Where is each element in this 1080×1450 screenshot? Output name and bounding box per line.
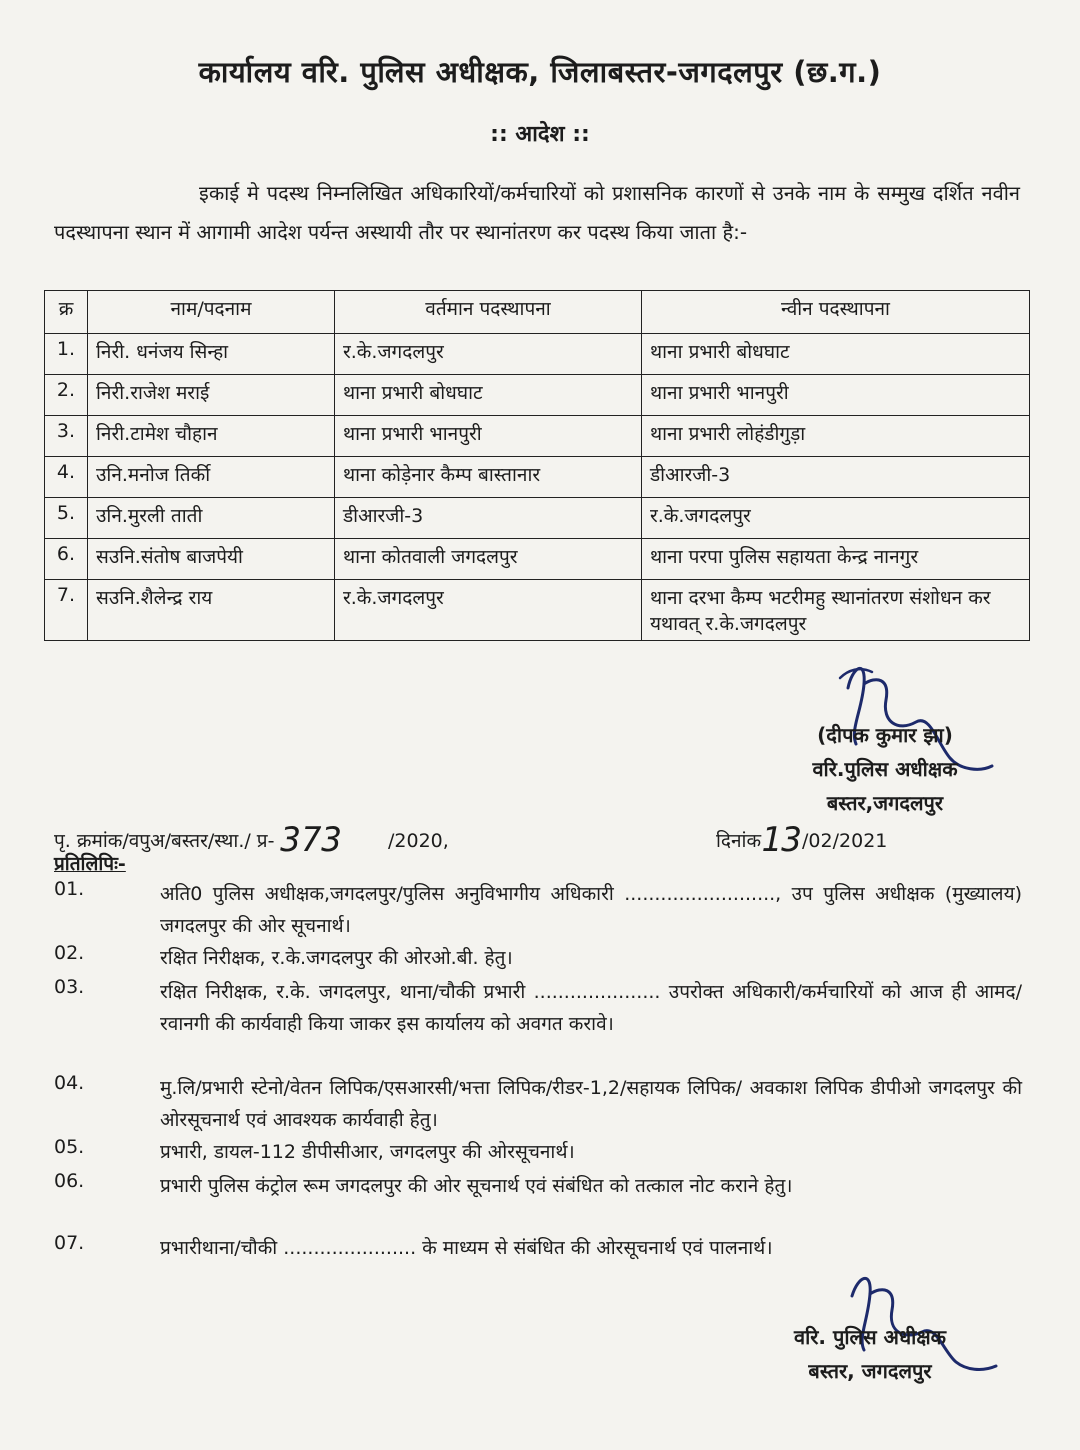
row-new-posting: थाना परपा पुलिस सहायता केन्द्र नानगुर: [642, 539, 1030, 580]
copy-text: प्रभारीथाना/चौकी ...................... के माध्यम से संबंधित की ओरसूचनार्थ एवं पालनार्थ।: [160, 1237, 773, 1259]
signatory-block: [770, 718, 1000, 820]
row-current-posting: थाना कोतवाली जगदलपुर: [335, 539, 642, 580]
row-serial: 7.: [45, 580, 88, 641]
bottom-signatory-designation: वरि. पुलिस अधीक्षक: [793, 1325, 947, 1349]
table-row: [45, 334, 1030, 375]
row-new-posting: र.के.जगदलपुर: [642, 498, 1030, 539]
reference-number: 373: [280, 820, 342, 860]
table-row: [45, 580, 1030, 641]
table-row: [45, 498, 1030, 539]
copy-text: अति0 पुलिस अधीक्षक,जगदलपुर/पुलिस अनुविभागीय अधिकारी ........................., उप पुलिस अधीक्षक (मुख्यालय) जगदलपुर की ओर सूचनार्थ।: [160, 883, 1022, 937]
table-row: [45, 375, 1030, 416]
copy-text: रक्षित निरीक्षक, र.के.जगदलपुर की ओरओ.बी. हेतु।: [160, 947, 513, 969]
row-serial: 6.: [45, 539, 88, 580]
row-serial: 4.: [45, 457, 88, 498]
order-label: :: आदेश ::: [490, 122, 590, 147]
row-current-posting: डीआरजी-3: [335, 498, 642, 539]
row-serial: 5.: [45, 498, 88, 539]
header-new-posting: न्वीन पदस्थापना: [642, 291, 1030, 334]
table-row: [45, 539, 1030, 580]
copy-text: प्रभारी, डायल-112 डीपीसीआर, जगदलपुर की ओरसूचनार्थ।: [160, 1141, 575, 1163]
table-row: [45, 457, 1030, 498]
copy-number: 07.: [54, 1232, 85, 1254]
row-name: उनि.मुरली ताती: [88, 498, 335, 539]
row-current-posting: र.के.जगदलपुर: [335, 580, 642, 641]
copy-number: 02.: [54, 942, 85, 964]
row-name: निरी. धनंजय सिन्हा: [88, 334, 335, 375]
transfer-table: [44, 290, 1030, 641]
row-current-posting: थाना प्रभारी बोधघाट: [335, 375, 642, 416]
row-serial: 3.: [45, 416, 88, 457]
copy-number: 05.: [54, 1136, 85, 1158]
header-serial: क्र: [45, 291, 88, 334]
row-new-posting: थाना प्रभारी लोहंडीगुड़ा: [642, 416, 1030, 457]
row-name: निरी.टामेश चौहान: [88, 416, 335, 457]
office-title: कार्यालय वरि. पुलिस अधीक्षक, जिलाबस्तर-जगदलपुर (छ.ग.): [198, 55, 882, 89]
reference-prefix: पृ. क्रमांक/वपुअ/बस्तर/स्था./ प्र-: [54, 830, 275, 852]
copies-heading: प्रतिलिपिः-: [54, 853, 126, 875]
row-current-posting: थाना प्रभारी भानपुरी: [335, 416, 642, 457]
row-serial: 1.: [45, 334, 88, 375]
copy-number: 03.: [54, 976, 85, 998]
copy-text: मु.लि/प्रभारी स्टेनो/वेतन लिपिक/एसआरसी/भत्ता लिपिक/रीडर-1,2/सहायक लिपिक/ अवकाश लिपिक डीपीओ जगदलपुर की ओरसूचनार्थ एवं आवश्यक कार्यवाही हेतु।: [160, 1077, 1022, 1131]
header-current-posting: वर्तमान पदस्थापना: [335, 291, 642, 334]
row-name: उनि.मनोज तिर्की: [88, 457, 335, 498]
bottom-signatory-block: [760, 1320, 980, 1388]
date-line: [716, 816, 888, 860]
date-rest: /02/2021: [802, 830, 888, 852]
signatory-place: बस्तर,जगदलपुर: [826, 791, 944, 815]
bottom-signatory-place: बस्तर, जगदलपुर: [808, 1359, 932, 1383]
row-name: सउनि.शैलेन्द्र राय: [88, 580, 335, 641]
row-serial: 2.: [45, 375, 88, 416]
row-name: निरी.राजेश मराई: [88, 375, 335, 416]
reference-year: /2020,: [388, 830, 449, 852]
date-label: दिनांक: [716, 830, 762, 852]
row-new-posting: डीआरजी-3: [642, 457, 1030, 498]
copy-text: रक्षित निरीक्षक, र.के. जगदलपुर, थाना/चौकी प्रभारी ..................... उपरोक्त अधिकारी/कर्मचारियों को आज ही आमद/रवानगी की कार्यवाही किया जाकर इस कार्यालय को अवगत करावे।: [160, 981, 1022, 1035]
row-current-posting: र.के.जगदलपुर: [335, 334, 642, 375]
copy-number: 01.: [54, 878, 85, 900]
copy-text: प्रभारी पुलिस कंट्रोल रूम जगदलपुर की ओर सूचनार्थ एवं संबंधित को तत्काल नोट कराने हेतु।: [160, 1175, 793, 1197]
row-current-posting: थाना कोड़ेनार कैम्प बास्तानार: [335, 457, 642, 498]
header-name: नाम/पदनाम: [88, 291, 335, 334]
copy-number: 06.: [54, 1170, 85, 1192]
table-header-row: [45, 291, 1030, 334]
row-new-posting: थाना प्रभारी बोधघाट: [642, 334, 1030, 375]
row-new-posting: थाना प्रभारी भानपुरी: [642, 375, 1030, 416]
row-new-posting: थाना दरभा कैम्प भटरीमहु स्थानांतरण संशोधन कर यथावत् र.के.जगदलपुर: [642, 580, 1030, 641]
table-row: [45, 416, 1030, 457]
date-day: 13: [761, 820, 803, 860]
intro-paragraph: इकाई मे पदस्थ निम्नलिखित अधिकारियों/कर्मचारियों को प्रशासनिक कारणों से उनके नाम के सम्मुख दर्शित नवीन पदस्थापना स्थान में आगामी आदेश पर्यन्त अस्थायी तौर पर स्थानांतरण कर पदस्थ किया जाता है:-: [54, 181, 1020, 244]
signatory-designation: वरि.पुलिस अधीक्षक: [812, 757, 958, 781]
copy-number: 04.: [54, 1072, 85, 1094]
row-name: सउनि.संतोष बाजपेयी: [88, 539, 335, 580]
signatory-name: (दीपक कुमार झा): [817, 723, 953, 747]
